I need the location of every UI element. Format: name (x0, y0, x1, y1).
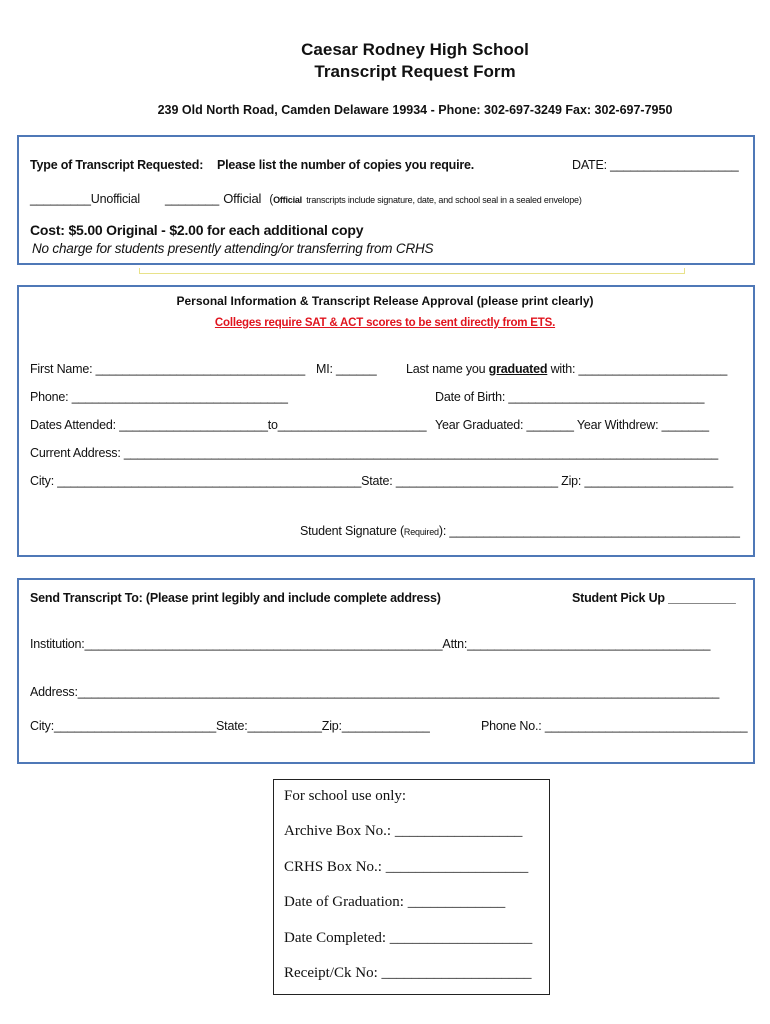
current-address-field[interactable]: Current Address: ________________________________________________________________________________________ (30, 446, 719, 460)
school-use-box (273, 779, 550, 995)
personal-info-heading: Personal Information & Transcript Release Approval (please print clearly) (176, 294, 594, 308)
official-note-open: ( (269, 194, 274, 206)
dob-field[interactable]: Date of Birth: _____________________________ (435, 390, 705, 404)
mi-field[interactable]: MI: ______ (316, 362, 377, 376)
graduated-emphasis: graduated (488, 362, 548, 376)
copies-label: Please list the number of copies you require. (217, 158, 475, 172)
archive-box-field[interactable]: Archive Box No.: _________________ (284, 823, 523, 839)
date-field[interactable]: DATE: ___________________ (572, 158, 739, 172)
signature-label: Student Signature ( (300, 524, 404, 538)
send-transcript-heading: Send Transcript To: (Please print legibly and include complete address) (30, 591, 441, 605)
signature-blank: ): ___________________________________________ (438, 524, 740, 538)
official-label: Official (223, 191, 262, 206)
official-note: transcripts include signature, date, and school seal in a sealed envelope) (306, 195, 582, 205)
crhs-box-field[interactable]: CRHS Box No.: ___________________ (284, 859, 529, 875)
school-name: Caesar Rodney High School (301, 40, 529, 59)
last-name-field[interactable] (406, 362, 727, 376)
school-address: 239 Old North Road, Camden Delaware 19934 - Phone: 302-697-3249 Fax: 302-697-7950 (157, 103, 673, 117)
city-state-zip-field[interactable]: City: _____________________________________________State: ________________________ Zip: ______________________ (30, 474, 734, 488)
year-graduated-field[interactable]: Year Graduated: _______ Year Withdrew: _______ (435, 418, 709, 432)
highlight-underline (139, 268, 685, 274)
cost-line: Cost: $5.00 Original - $2.00 for each additional copy (30, 222, 364, 238)
receipt-field[interactable]: Receipt/Ck No: ____________________ (284, 965, 532, 981)
send-transcript-box (17, 578, 755, 764)
date-completed-field[interactable]: Date Completed: ___________________ (284, 930, 533, 946)
graduation-date-field[interactable]: Date of Graduation: _____________ (284, 894, 506, 910)
student-pickup-field[interactable]: Student Pick Up __________ (572, 591, 736, 605)
official-field[interactable] (165, 190, 582, 208)
send-address-field[interactable]: Address:_______________________________________________________________________________________________ (30, 685, 720, 699)
official-blank: ________ (165, 192, 220, 206)
student-signature-field[interactable] (300, 524, 740, 538)
no-charge-line: No charge for students presently attending/or transferring from CRHS (32, 241, 434, 256)
unofficial-field[interactable]: _________Unofficial (30, 192, 140, 206)
ets-notice: Colleges require SAT & ACT scores to be sent directly from ETS. (214, 317, 556, 329)
institution-field[interactable]: Institution:_____________________________________________________Attn:____________________________________ (30, 637, 711, 651)
phone-field[interactable]: Phone: ________________________________ (30, 390, 288, 404)
first-name-field[interactable]: First Name: _______________________________ (30, 362, 305, 376)
dates-attended-field[interactable]: Dates Attended: ______________________to______________________ (30, 418, 427, 432)
form-title: Transcript Request Form (314, 62, 516, 81)
official-note-bold: Official (273, 195, 302, 205)
send-phone-field[interactable]: Phone No.: ______________________________ (481, 719, 748, 733)
last-name-blank: with: ______________________ (547, 362, 728, 376)
transcript-type-label: Type of Transcript Requested: (30, 158, 204, 172)
send-city-state-zip-field[interactable]: City:________________________State:___________Zip:_____________ (30, 719, 430, 733)
last-name-label: Last name you (406, 362, 489, 376)
signature-required: Required (403, 527, 439, 537)
school-use-heading: For school use only: (284, 788, 407, 804)
